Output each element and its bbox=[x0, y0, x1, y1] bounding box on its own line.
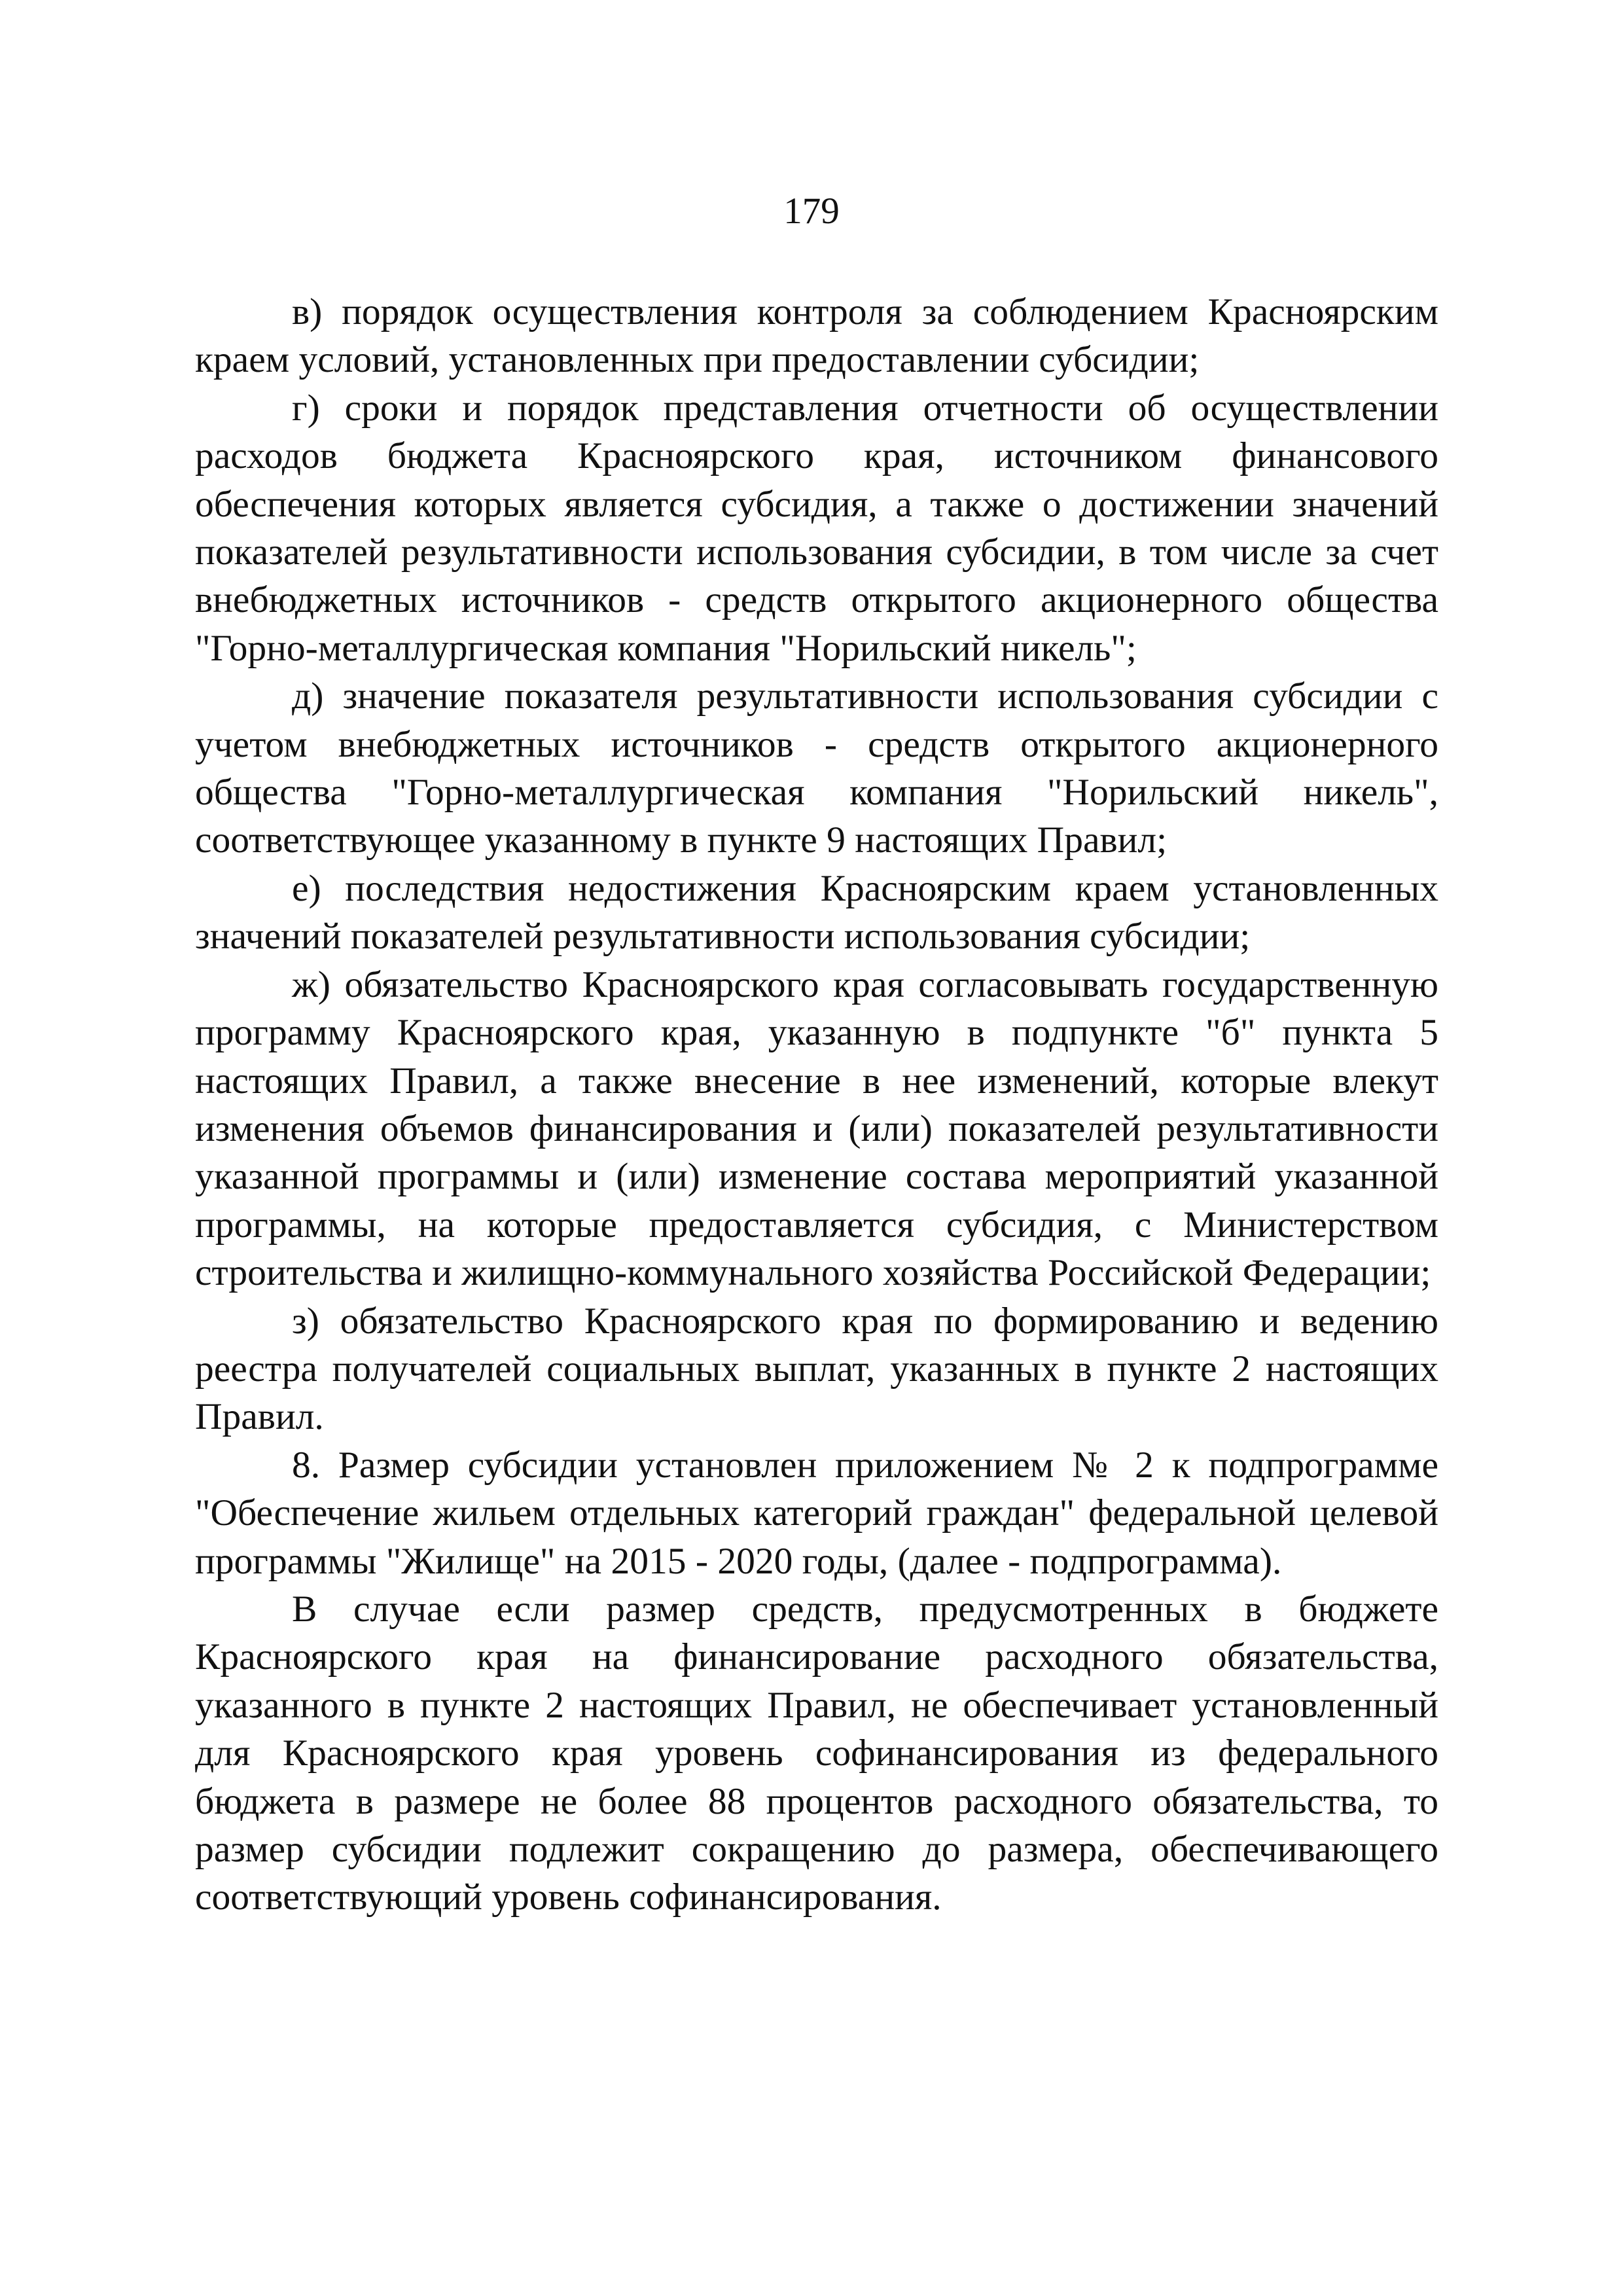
document-body bbox=[195, 288, 1438, 1922]
paragraph-e-consequences: е) последствия недостижения Красноярским краем установленных значений показателей результативности использования субсидии; bbox=[195, 867, 1438, 958]
paragraph-d-indicator-value: д) значение показателя результативности использования субсидии с учетом внебюджетных источников - средств открытого акционерного общества "Горно-металлургическая компания "Норильский никель", соответствующее указанному в пункте 9 настоящих Правил; bbox=[195, 675, 1438, 861]
paragraph-g-reporting-terms: г) сроки и порядок представления отчетности об осуществлении расходов бюджета Красноярского края, источником финансового обеспечения которых является субсидия, а также о достижении значений показателей результативности использования субсидии, в том числе за счет внебюджетных источников - средств открытого акционерного общества "Горно-металлургическая компания "Норильский никель"; bbox=[195, 387, 1438, 669]
page-number: 179 bbox=[783, 190, 840, 232]
paragraph-zh-program-obligation: ж) обязательство Красноярского края согласовывать государственную программу Красноярского края, указанную в подпункте "б" пункта 5 настоящих Правил, а также внесение в нее изменений, которые влекут изменения объемов финансирования и (или) показателей результативности указанной программы и (или) изменение состава мероприятий указанной программы, на которые предоставляется субсидия, с Министерством строительства и жилищно-коммунального хозяйства Российской Федерации; bbox=[195, 963, 1438, 1294]
paragraph-cofinancing-case: В случае если размер средств, предусмотренных в бюджете Красноярского края на финансирование расходного обязательства, указанного в пункте 2 настоящих Правил, не обеспечивает установленный для Красноярского края уровень софинансирования из федерального бюджета в размере не более 88 процентов расходного обязательства, то размер субсидии подлежит сокращению до размера, обеспечивающего соответствующий уровень софинансирования. bbox=[195, 1588, 1438, 1918]
paragraph-z-registry-obligation: з) обязательство Красноярского края по формированию и ведению реестра получателей социальных выплат, указанных в пункте 2 настоящих Правил. bbox=[195, 1300, 1438, 1438]
paragraph-8-subsidy-amount: 8. Размер субсидии установлен приложением № 2 к подпрограмме "Обеспечение жильем отдельных категорий граждан" федеральной целевой программы "Жилище" на 2015 - 2020 годы, (далее - подпрограмма). bbox=[195, 1444, 1438, 1582]
paragraph-v-control-procedure: в) порядок осуществления контроля за соблюдением Красноярским краем условий, установленных при предоставлении субсидии; bbox=[195, 291, 1438, 381]
